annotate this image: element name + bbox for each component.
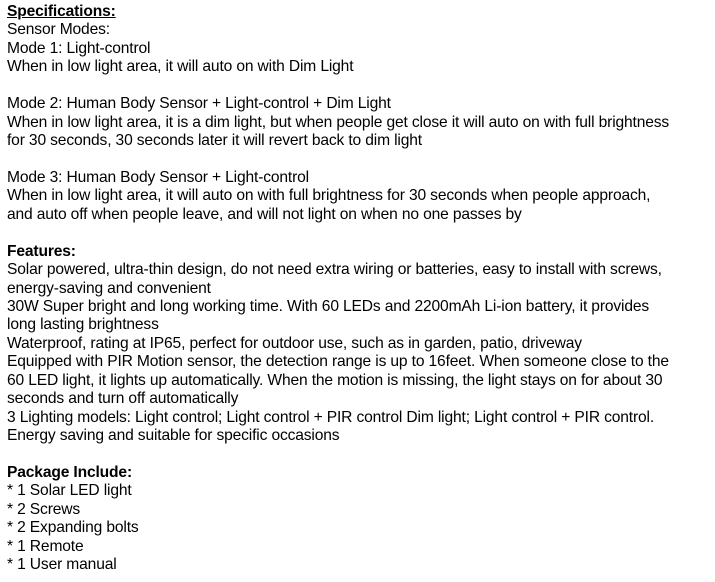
- feature-line: 30W Super bright and long working time. With 60 LEDs and 2200mAh Li-ion battery, it provides: [7, 298, 650, 315]
- feature-line: Solar powered, ultra-thin design, do not need extra wiring or batteries, easy to install with screws,: [7, 261, 662, 279]
- spacer: [7, 446, 712, 464]
- package-heading: Package Include:: [7, 463, 132, 481]
- mode-2: [7, 95, 712, 150]
- mode-1: [7, 40, 712, 77]
- package-item: * 2 Screws: [7, 500, 81, 518]
- mode-description: When in low light area, it will auto on with Dim Light: [7, 58, 354, 76]
- mode-title: Mode 1: Light-control: [7, 39, 151, 57]
- product-description: [7, 3, 712, 575]
- sensor-modes-label: Sensor Modes:: [7, 21, 110, 39]
- package-section: [7, 464, 712, 575]
- feature-line: long lasting brightness: [7, 316, 159, 334]
- mode-description: When in low light area, it is a dim light, but when people get close it will auto on with full brightness: [7, 113, 670, 131]
- specifications-heading: Specifications:: [7, 3, 116, 20]
- feature-line: seconds and turn off automatically: [7, 390, 239, 408]
- spacer: [7, 77, 712, 95]
- feature-line: Waterproof, rating at IP65, perfect for outdoor use, such as in garden, patio, driveway: [7, 334, 582, 352]
- package-item: * 1 Solar LED light: [7, 482, 132, 500]
- package-item: * 1 User manual: [7, 556, 117, 574]
- spacer: [7, 224, 712, 242]
- mode-title: Mode 2: Human Body Sensor + Light-control + Dim Light: [7, 95, 391, 113]
- feature-line: 3 Lighting models: Light control; Light control + PIR control Dim light; Light control + PIR control.: [7, 408, 655, 426]
- features-section: [7, 243, 712, 446]
- specifications-section: [7, 3, 712, 224]
- mode-description: and auto off when people leave, and will not light on when no one passes by: [7, 205, 522, 223]
- package-item: * 1 Remote: [7, 537, 84, 555]
- spacer: [7, 151, 712, 169]
- feature-line: 60 LED light, it lights up automatically. When the motion is missing, the light stays on for about 30: [7, 371, 663, 389]
- package-item: * 2 Expanding bolts: [7, 519, 139, 537]
- feature-line: Equipped with PIR Motion sensor, the detection range is up to 16feet. When someone close to the: [7, 353, 669, 371]
- mode-title: Mode 3: Human Body Sensor + Light-control: [7, 168, 309, 186]
- mode-3: [7, 169, 712, 224]
- feature-line: energy-saving and convenient: [7, 279, 211, 297]
- features-heading: Features:: [7, 242, 76, 260]
- mode-description: for 30 seconds, 30 seconds later it will revert back to dim light: [7, 132, 422, 150]
- feature-line: Energy saving and suitable for specific occasions: [7, 427, 340, 445]
- mode-description: When in low light area, it will auto on with full brightness for 30 seconds when people approach,: [7, 187, 651, 205]
